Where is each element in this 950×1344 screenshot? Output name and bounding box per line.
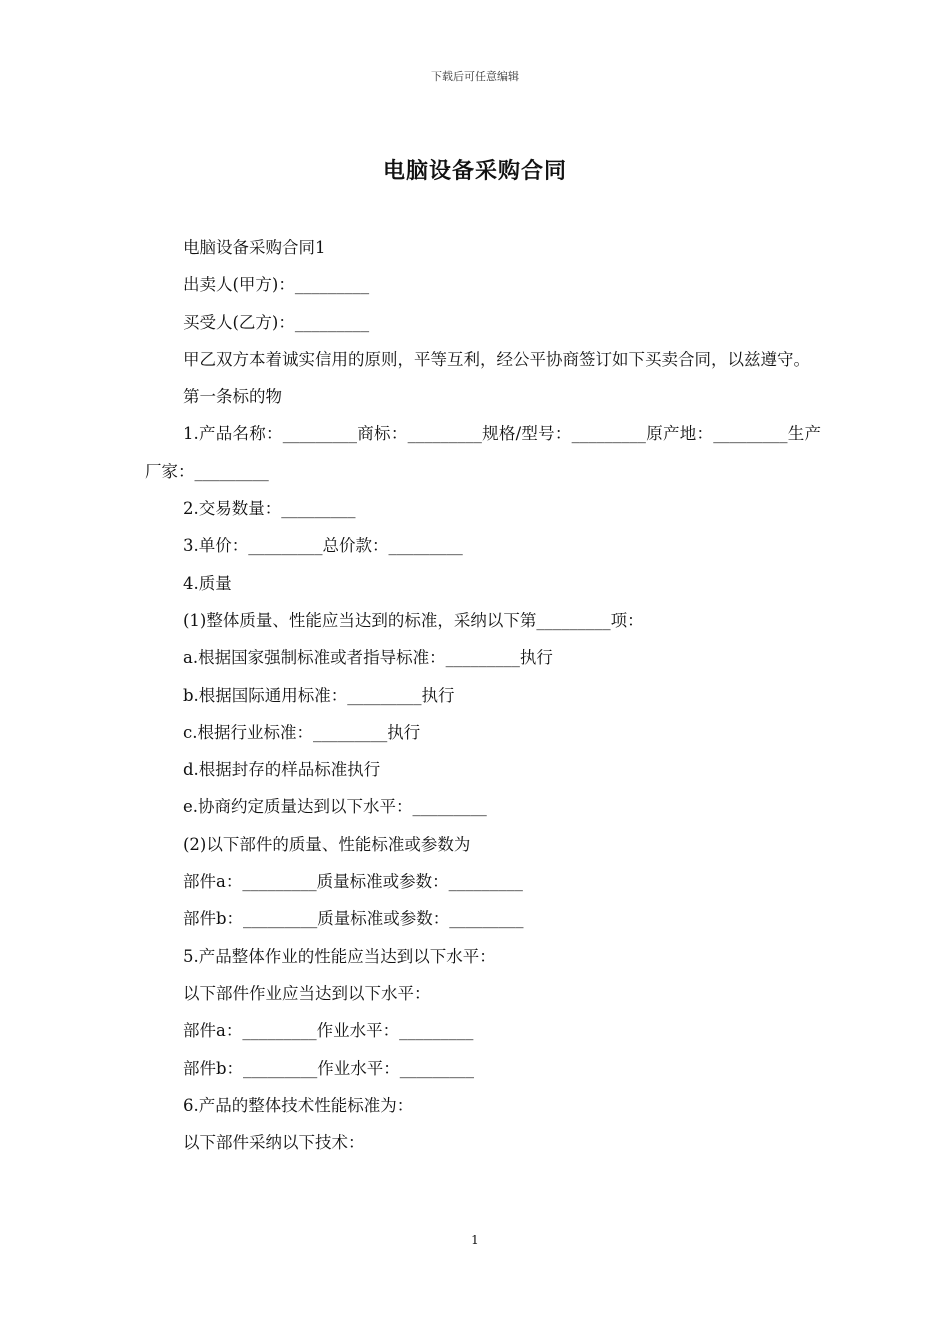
document-body [145, 229, 821, 1161]
document-title: 电脑设备采购合同 [382, 158, 567, 184]
quality-heading: 4.质量 [183, 573, 232, 593]
standard-option-b: b.根据国际通用标准：_________执行 [183, 685, 455, 705]
standard-option-c: c.根据行业标准：_________执行 [183, 722, 421, 742]
seller-line: 出卖人(甲方)：_________ [183, 275, 370, 295]
quality-standard-line: (1)整体质量、性能应当达到的标准，采纳以下第_________项： [183, 610, 644, 630]
part-a-quality-line: 部件a：_________质量标准或参数：_________ [183, 872, 523, 892]
standard-option-a: a.根据国家强制标准或者指导标准：_________执行 [183, 648, 553, 668]
parts-performance-heading: 以下部件作业应当达到以下水平： [183, 983, 431, 1003]
product-info-line: 1.产品名称：_________商标：_________规格/型号：_________原产地：_________生产厂家：_________ [145, 424, 821, 481]
buyer-line: 买受人(乙方)：_________ [183, 312, 370, 332]
article-1-heading: 第一条标的物 [183, 387, 282, 407]
part-a-performance-line: 部件a：_________作业水平：_________ [183, 1021, 474, 1041]
parts-technology-line: 以下部件采纳以下技术： [183, 1133, 365, 1153]
performance-heading: 5.产品整体作业的性能应当达到以下水平： [183, 946, 496, 966]
contract-subtitle: 电脑设备采购合同1 [183, 238, 326, 257]
parts-quality-heading: (2)以下部件的质量、性能标准或参数为 [183, 834, 471, 854]
preamble-paragraph: 甲乙双方本着诚实信用的原则，平等互利，经公平协商签订如下买卖合同，以兹遵守。 [183, 349, 810, 369]
header-note: 下载后可任意编辑 [431, 70, 519, 83]
part-b-performance-line: 部件b：_________作业水平：_________ [183, 1058, 475, 1078]
standard-option-d: d.根据封存的样品标准执行 [183, 760, 381, 780]
quantity-line: 2.交易数量：_________ [183, 499, 356, 519]
part-b-quality-line: 部件b：_________质量标准或参数：_________ [183, 909, 524, 929]
price-line: 3.单价：_________总价款：_________ [183, 536, 463, 556]
standard-option-e: e.协商约定质量达到以下水平：_________ [183, 797, 487, 817]
technical-standard-heading: 6.产品的整体技术性能标准为： [183, 1095, 414, 1115]
page-number: 1 [471, 1233, 479, 1247]
